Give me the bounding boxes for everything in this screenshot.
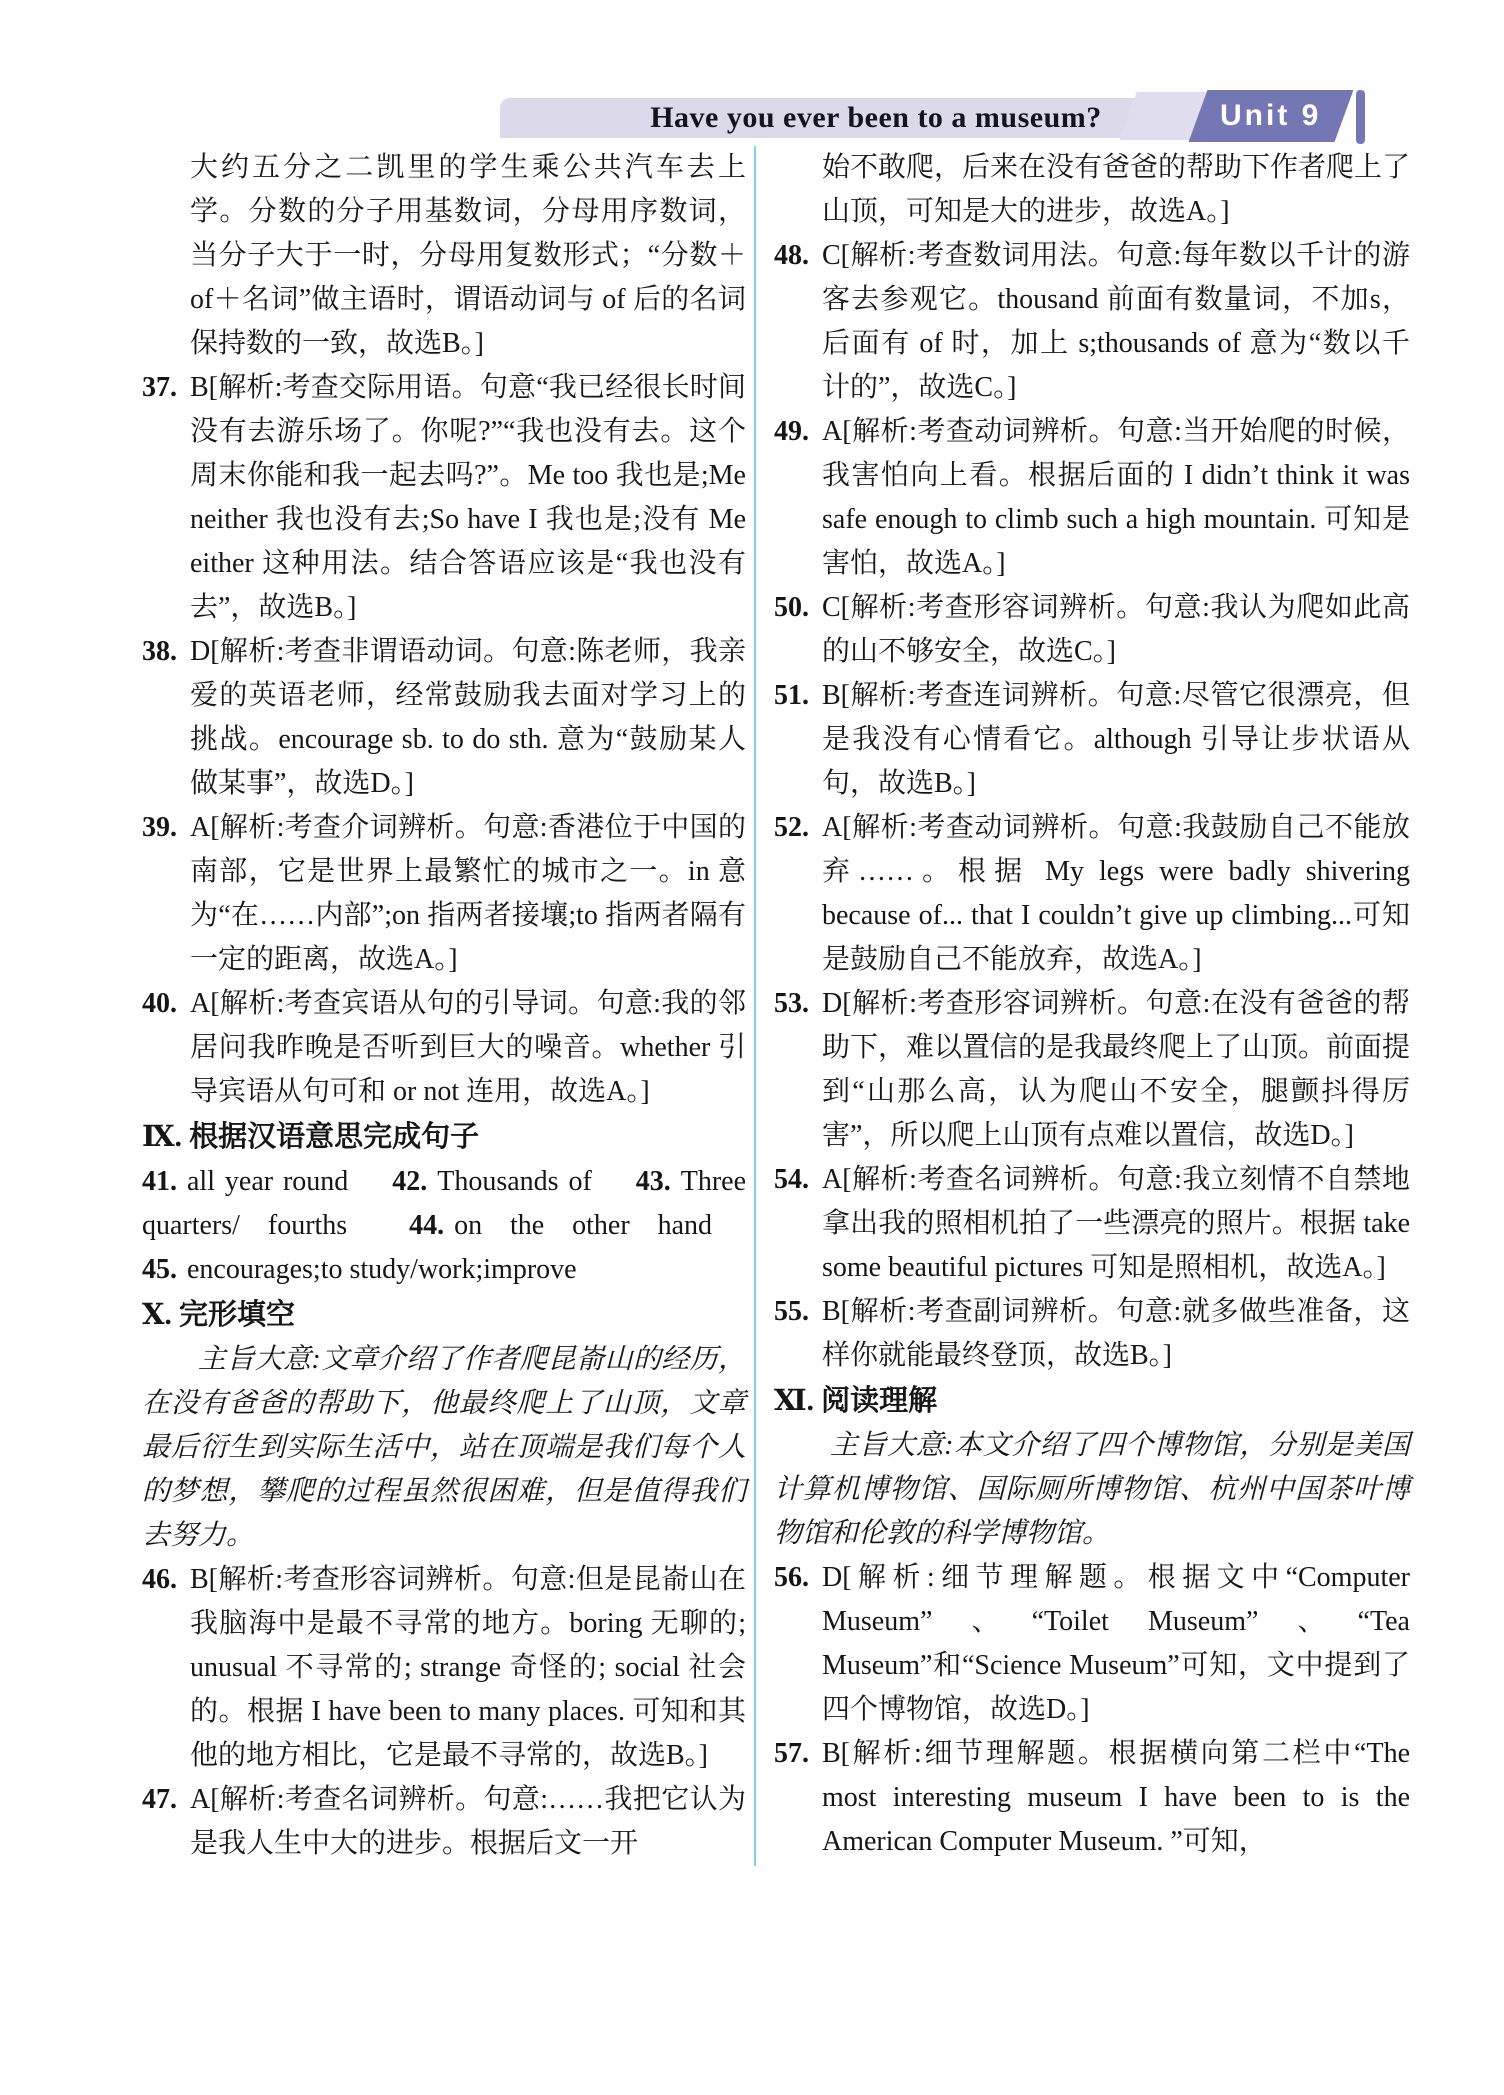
answer-item-37 xyxy=(142,366,746,630)
item-number: 56. xyxy=(774,1562,809,1593)
item-number: 52. xyxy=(774,812,809,843)
answer-item-47 xyxy=(142,1778,746,1866)
answer-pair-44 xyxy=(409,1210,712,1241)
item-number: 40. xyxy=(142,988,177,1019)
item-number: 51. xyxy=(774,680,809,711)
section-heading-ix: Ⅸ. 根据汉语意思完成句子 xyxy=(142,1121,480,1153)
unit-badge xyxy=(1189,90,1354,142)
item-text: A[解析:考查动词辨析。句意:当开始爬的时候，我害怕向上看。根据后面的 I didn’t think it was safe enough to climb such a high mountain. 可知是害怕，故选A。] xyxy=(822,416,1410,579)
item-text: C[解析:考查数词用法。句意:每年数以千计的游客去参观它。thousand 前面有数量词，不加s，后面有 of 时，加上 s;thousands of 意为“数以千计的”，故选C。] xyxy=(822,240,1410,403)
answer-item-55 xyxy=(774,1290,1410,1378)
answer-item-51 xyxy=(774,674,1410,806)
answer-text: Three quarters/ fourths xyxy=(142,1166,747,1241)
answer-item-54 xyxy=(774,1158,1410,1290)
left-column xyxy=(142,146,746,1866)
continuation-paragraph: 始不敢爬，后来在没有爸爸的帮助下作者爬上了山顶，可知是大的进步，故选A。] xyxy=(822,152,1411,227)
answer-item-39 xyxy=(142,806,746,982)
right-column xyxy=(774,146,1410,1866)
item-text: A[解析:考查名词辨析。句意:……我把它认为是我人生中大的进步。根据后文一开 xyxy=(190,1784,746,1859)
item-number: 37. xyxy=(142,372,177,403)
item-text: C[解析:考查形容词辨析。句意:我认为爬如此高的山不够安全，故选C。] xyxy=(822,592,1410,667)
item-number: 47. xyxy=(142,1784,177,1815)
item-number: 41. xyxy=(142,1166,177,1197)
item-text: B[解析:考查形容词辨析。句意:但是昆嵛山在我脑海中是最不寻常的地方。boring 无聊的; unusual 不寻常的; strange 奇怪的; social 社会的。根据 I have been to many places. 可知和其他的地方相比，它是最不寻常的，故选B。] xyxy=(190,1564,746,1771)
page-title: Have you ever been to a museum? xyxy=(650,101,1102,134)
item-text: D[解析:考查非谓语动词。句意:陈老师，我亲爱的英语老师，经常鼓励我去面对学习上的挑战。encourage sb. to do sth. 意为“鼓励某人做某事”，故选D。] xyxy=(190,636,746,799)
section-heading-x: Ⅹ. 完形填空 xyxy=(142,1299,296,1331)
answer-item-40 xyxy=(142,982,746,1114)
continuation-paragraph: 大约五分之二凯里的学生乘公共汽车去上学。分数的分子用基数词，分母用序数词，当分子大于一时，分母用复数形式；“分数＋of＋名词”做主语时，谓语动词与 of 后的名词保持数的一致，故选B。] xyxy=(190,152,746,359)
item-number: 42. xyxy=(392,1166,428,1197)
answer-text: all year round xyxy=(187,1166,349,1197)
answer-pair-45 xyxy=(142,1254,577,1285)
answer-text: on the other hand xyxy=(454,1210,712,1241)
item-number: 39. xyxy=(142,812,177,843)
item-number: 38. xyxy=(142,636,177,667)
item-text: A[解析:考查宾语从句的引导词。句意:我的邻居问我昨晚是否听到巨大的噪音。whether 引导宾语从句可和 or not 连用，故选A。] xyxy=(190,988,746,1107)
column-divider xyxy=(754,146,756,1866)
item-number: 44. xyxy=(409,1210,445,1241)
item-text: A[解析:考查介词辨析。句意:香港位于中国的南部，它是世界上最繁忙的城市之一。in 意为“在……内部”;on 指两者接壤;to 指两者隔有一定的距离，故选A。] xyxy=(190,812,746,975)
answer-item-57 xyxy=(774,1732,1410,1864)
item-text: B[解析:考查连词辨析。句意:尽管它很漂亮，但是我没有心情看它。although 引导让步状语从句，故选B。] xyxy=(822,680,1410,799)
item-number: 45. xyxy=(142,1254,177,1285)
item-number: 57. xyxy=(774,1738,809,1769)
section-heading-xi: Ⅺ. 阅读理解 xyxy=(774,1385,938,1417)
answer-text: Thousands of xyxy=(437,1166,592,1197)
answer-item-38 xyxy=(142,630,746,806)
content-area xyxy=(142,146,1410,1866)
answer-item-50 xyxy=(774,586,1410,674)
item-number: 55. xyxy=(774,1296,809,1327)
item-number: 46. xyxy=(142,1564,177,1595)
item-text: D[解析:考查形容词辨析。句意:在没有爸爸的帮助下，难以置信的是我最终爬上了山顶。前面提到“山那么高，认为爬山不安全，腿颤抖得厉害”，所以爬上山顶有点难以置信，故选D。] xyxy=(822,988,1411,1151)
cloze-main-idea: 主旨大意:文章介绍了作者爬昆嵛山的经历，在没有爸爸的帮助下，他最终爬上了山顶，文章最后衍生到实际生活中，站在顶端是我们每个人的梦想，攀爬的过程虽然很困难，但是值得我们去努力。 xyxy=(142,1344,746,1551)
reading-main-idea: 主旨大意:本文介绍了四个博物馆，分别是美国计算机博物馆、国际厕所博物馆、杭州中国茶叶博物馆和伦敦的科学博物馆。 xyxy=(774,1430,1410,1549)
answer-item-53 xyxy=(774,982,1410,1158)
answer-text: encourages;to study/work;improve xyxy=(187,1254,577,1285)
item-number: 48. xyxy=(774,240,809,271)
item-number: 50. xyxy=(774,592,809,623)
item-text: D[解析:细节理解题。根据文中“Computer Museum” 、“Toilet Museum” 、“Tea Museum”和“Science Museum”可知，文中提到了四个博物馆，故选D。] xyxy=(822,1562,1410,1725)
answer-item-56 xyxy=(774,1556,1410,1732)
item-number: 54. xyxy=(774,1164,809,1195)
answer-pair-41 xyxy=(142,1166,348,1197)
item-text: B[解析:细节理解题。根据横向第二栏中“The most interesting museum I have been to is the American Computer Museum. ”可知， xyxy=(822,1738,1410,1857)
item-number: 49. xyxy=(774,416,809,447)
item-number: 53. xyxy=(774,988,809,1019)
answer-item-49 xyxy=(774,410,1410,586)
answer-pair-42 xyxy=(392,1166,592,1197)
item-text: A[解析:考查动词辨析。句意:我鼓励自己不能放弃……。根据 My legs were badly shivering because of... that I couldn’t give up climbing...可知是鼓励自己不能放弃，故选A。] xyxy=(822,812,1410,975)
item-text: B[解析:考查副词辨析。句意:就多做些准备，这样你就能最终登顶，故选B。] xyxy=(822,1296,1410,1371)
fill-in-answers-41-45 xyxy=(142,1160,746,1292)
item-number: 43. xyxy=(635,1166,671,1197)
answer-item-52 xyxy=(774,806,1410,982)
item-text: A[解析:考查名词辨析。句意:我立刻情不自禁地拿出我的照相机拍了一些漂亮的照片。根据 take some beautiful pictures 可知是照相机，故选A。] xyxy=(822,1164,1410,1283)
page-header xyxy=(0,0,1504,146)
header-edge-bar xyxy=(1356,90,1365,144)
answer-item-46 xyxy=(142,1558,746,1778)
answer-item-48 xyxy=(774,234,1410,410)
item-text: B[解析:考查交际用语。句意“我已经很长时间没有去游乐场了。你呢?”“我也没有去。这个周末你能和我一起去吗?”。Me too 我也是;Me neither 我也没有去;So have I 我也是;没有 Me either 这种用法。结合答语应该是“我也没有去”，故选B。] xyxy=(190,372,746,623)
header-title-bar xyxy=(500,98,1162,138)
unit-label: Unit 9 xyxy=(1220,99,1322,132)
